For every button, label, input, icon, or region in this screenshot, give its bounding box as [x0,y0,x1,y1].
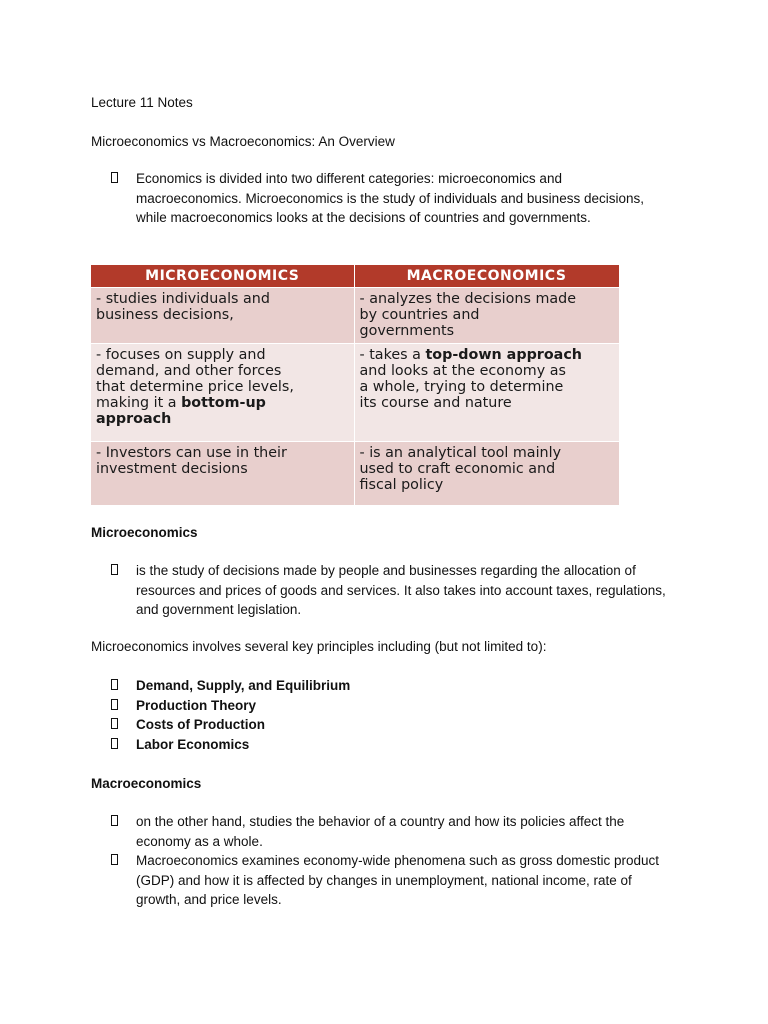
text-line: macroeconomics. Microeconomics is the study of individuals and business decisions, [136,190,644,206]
header-microeconomics: MICROECONOMICS [91,265,354,288]
macro-bullets [91,812,691,910]
bullet-icon [91,169,136,189]
table-cell-micro [91,344,354,442]
cell-bold-text: approach [96,411,172,427]
text-line: while macroeconomics looks at the decisions of countries and governments. [136,210,591,225]
list-item [91,715,691,735]
principles-list [91,676,691,754]
cell-text: - takes a [359,347,426,363]
overview-heading: Microeconomics vs Macroeconomics: An Overview [91,134,395,149]
cell-line: used to craft economic and [359,461,556,477]
cell-bold-text: bottom-up [181,395,266,411]
list-item [91,812,691,851]
micro-bullet [91,561,691,620]
list-item [91,696,691,716]
text-line: economy as a whole. [136,833,263,849]
cell-line: demand, and other forces [96,363,282,379]
macro-heading: Macroeconomics [91,776,202,791]
principle-label: Labor Economics [136,736,250,752]
bullet-icon [91,715,136,735]
text-line: resources and prices of goods and services. It also takes into account taxes, regulations, [136,582,666,598]
cell-line: - analyzes the decisions made [359,291,577,307]
principles-intro: Microeconomics involves several key principles including (but not limited to): [91,639,547,654]
cell-line: fiscal policy [359,477,444,493]
micro-heading: Microeconomics [91,525,198,540]
bullet-icon [91,735,136,755]
bullet-icon [91,851,136,871]
list-item [91,676,691,696]
text-line: on the other hand, studies the behavior of a country and how its policies affect the [136,814,625,829]
list-item [91,735,691,755]
table-row [91,442,619,506]
bullet-icon [91,812,136,832]
text-line: and government legislation. [136,602,302,617]
cell-line: investment decisions [96,461,248,477]
bullet-icon [91,696,136,716]
cell-line: that determine price levels, [96,379,294,395]
overview-bullet [91,169,691,228]
cell-line: a whole, trying to determine [359,379,564,395]
cell-bold-text: top-down approach [425,347,582,363]
text-line: is the study of decisions made by people and businesses regarding the allocation of [136,563,636,578]
cell-line: by countries and [359,307,480,323]
comparison-table [91,265,620,505]
bullet-icon [91,561,136,581]
text-line: (GDP) and how it is affected by changes in unemployment, national income, rate of [136,872,632,888]
header-macroeconomics: MACROECONOMICS [354,265,619,288]
page-title: Lecture 11 Notes [91,95,193,110]
table-cell-macro [354,288,619,344]
table-row [91,344,619,442]
principle-label: Costs of Production [136,717,265,732]
cell-line: - Investors can use in their [96,445,287,461]
cell-line [360,347,614,363]
table-cell-micro [91,288,354,344]
table-row [91,288,619,344]
table-cell-macro [354,344,619,442]
cell-line: its course and nature [359,395,512,411]
cell-line [96,411,349,427]
cell-line: - is an analytical tool mainly [359,445,562,461]
table-cell-micro [91,442,354,506]
list-item [91,851,691,910]
cell-line: and looks at the economy as [359,363,566,379]
cell-line: governments [359,323,455,339]
principle-label: Production Theory [136,697,257,713]
principle-label: Demand, Supply, and Equilibrium [136,678,351,693]
cell-line: - focuses on supply and [96,347,266,363]
text-line: Macroeconomics examines economy-wide phenomena such as gross domestic product [136,853,659,868]
cell-line [96,395,349,411]
cell-text: making it a [96,395,182,411]
cell-line: - studies individuals and [96,291,270,307]
text-line: Economics is divided into two different categories: microeconomics and [136,171,562,186]
text-line: growth, and price levels. [136,892,282,907]
cell-line: business decisions, [96,307,234,323]
bullet-icon [91,676,136,696]
table-cell-macro [354,442,619,506]
